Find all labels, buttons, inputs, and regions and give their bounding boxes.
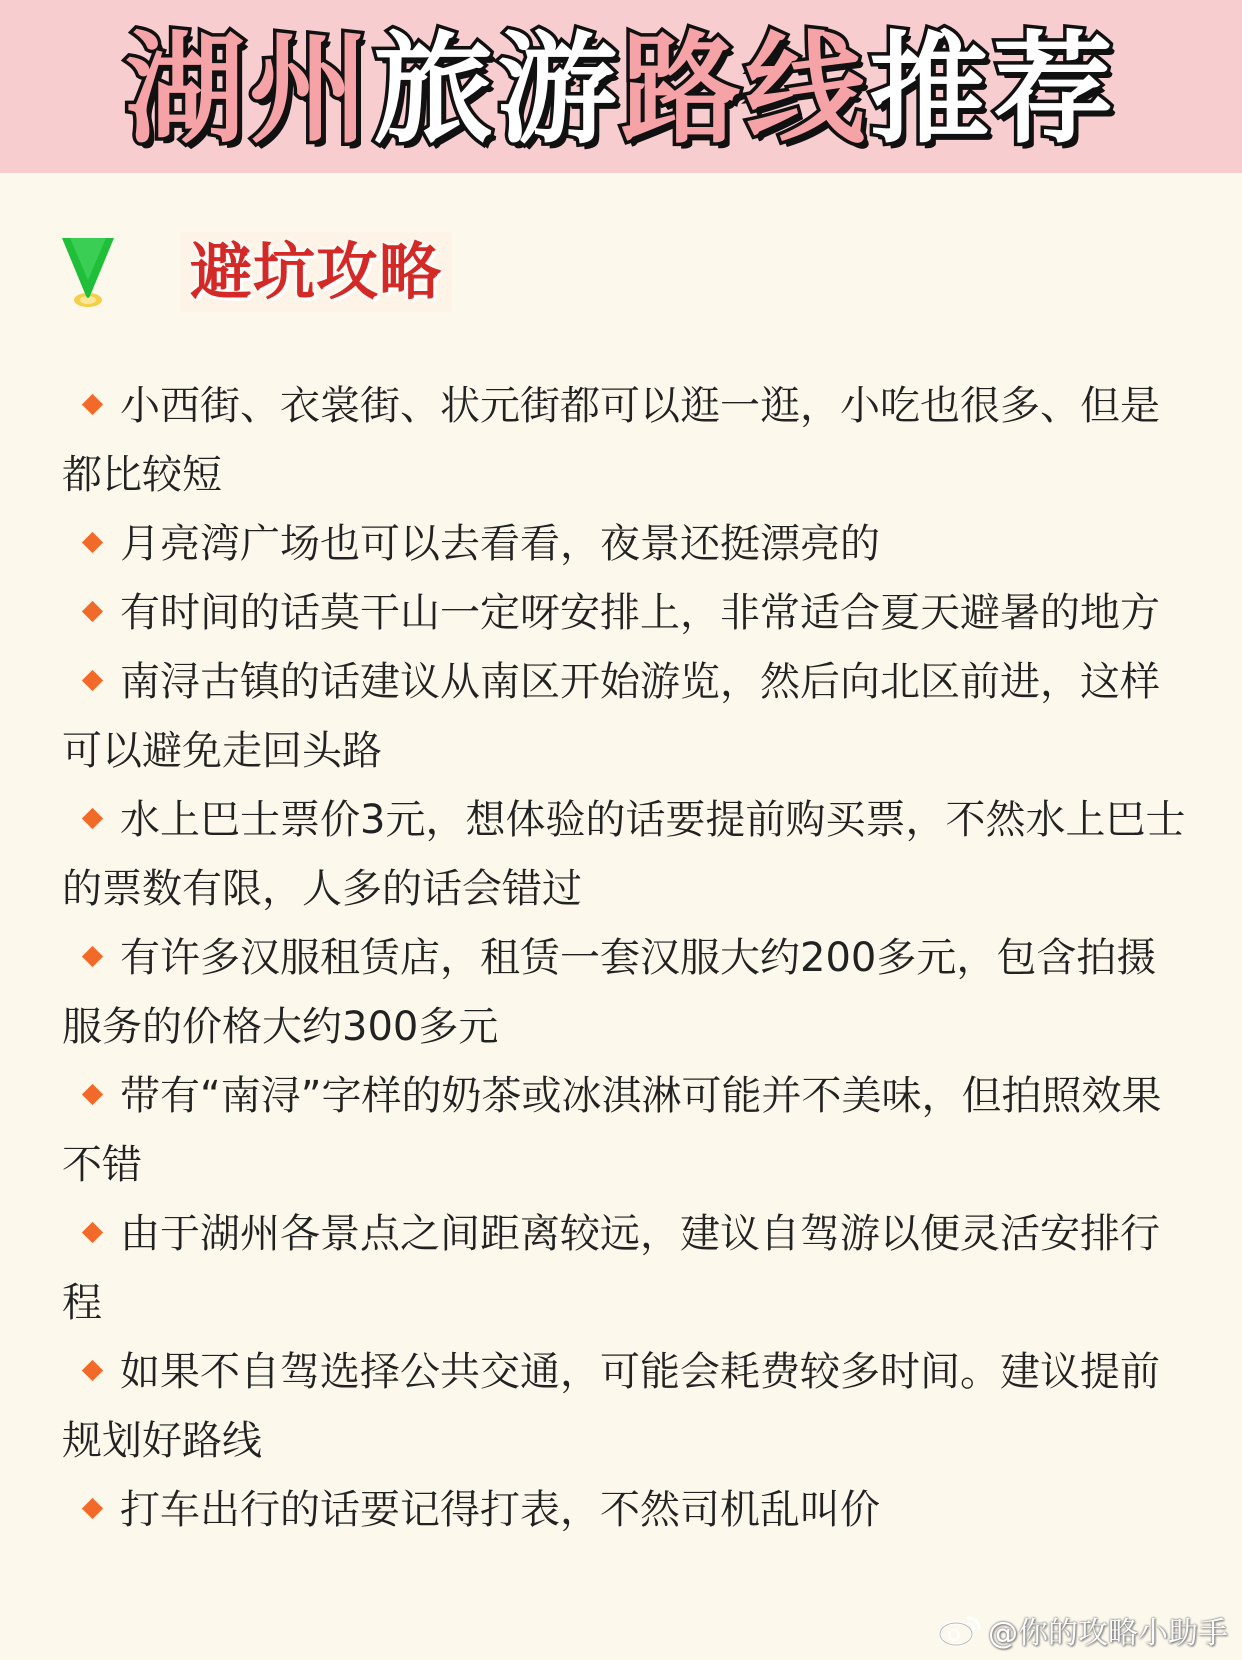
bullet-diamond-icon xyxy=(82,808,103,829)
title-segment-1: 湖州 xyxy=(125,20,373,160)
watermark-text: @你的攻略小助手 xyxy=(988,1616,1228,1651)
tip-text: 有时间的话莫干山一定呀安排上，非常适合夏天避暑的地方 xyxy=(120,590,1160,636)
tip-text: 打车出行的话要记得打表，不然司机乱叫价 xyxy=(120,1487,880,1533)
tip-item xyxy=(62,648,1187,786)
section-title: 避坑攻略 xyxy=(180,232,452,312)
tip-item xyxy=(62,786,1187,924)
tips-list xyxy=(62,372,1187,1545)
tip-item xyxy=(62,1200,1187,1338)
title-segment-2: 旅游 xyxy=(373,20,621,160)
title-segment-4: 推荐 xyxy=(869,20,1117,160)
page-title xyxy=(125,20,1117,160)
tip-item xyxy=(62,1476,1187,1545)
section-header xyxy=(60,232,452,312)
bullet-diamond-icon xyxy=(82,601,103,622)
bullet-diamond-icon xyxy=(82,1222,103,1243)
bullet-diamond-icon xyxy=(82,1498,103,1519)
tip-item xyxy=(62,510,1187,579)
map-pin-icon xyxy=(60,234,116,310)
tip-text: 小西街、衣裳街、状元街都可以逛一逛，小吃也很多、但是都比较短 xyxy=(62,383,1160,498)
tip-item xyxy=(62,924,1187,1062)
tip-text: 水上巴士票价3元，想体验的话要提前购买票，不然水上巴士的票数有限，人多的话会错过 xyxy=(62,797,1186,912)
tip-text: 南浔古镇的话建议从南区开始游览，然后向北区前进，这样可以避免走回头路 xyxy=(62,659,1160,774)
title-segment-3: 路线 xyxy=(621,20,869,160)
bullet-diamond-icon xyxy=(82,946,103,967)
tip-text: 有许多汉服租赁店，租赁一套汉服大约200多元，包含拍摄服务的价格大约300多元 xyxy=(62,935,1157,1050)
title-banner xyxy=(0,0,1242,173)
tip-item xyxy=(62,579,1187,648)
bullet-diamond-icon xyxy=(82,532,103,553)
tip-item xyxy=(62,372,1187,510)
tip-text: 如果不自驾选择公共交通，可能会耗费较多时间。建议提前规划好路线 xyxy=(62,1349,1160,1464)
tip-text: 由于湖州各景点之间距离较远，建议自驾游以便灵活安排行程 xyxy=(62,1211,1160,1326)
tip-text: 月亮湾广场也可以去看看，夜景还挺漂亮的 xyxy=(120,521,880,567)
watermark xyxy=(938,1608,1228,1652)
tip-item xyxy=(62,1062,1187,1200)
tip-text: 带有“南浔”字样的奶茶或冰淇淋可能并不美味，但拍照效果不错 xyxy=(62,1073,1162,1188)
bullet-diamond-icon xyxy=(82,1084,103,1105)
bullet-diamond-icon xyxy=(82,1360,103,1381)
weibo-icon xyxy=(938,1612,984,1648)
bullet-diamond-icon xyxy=(82,670,103,691)
bullet-diamond-icon xyxy=(82,394,103,415)
tip-item xyxy=(62,1338,1187,1476)
